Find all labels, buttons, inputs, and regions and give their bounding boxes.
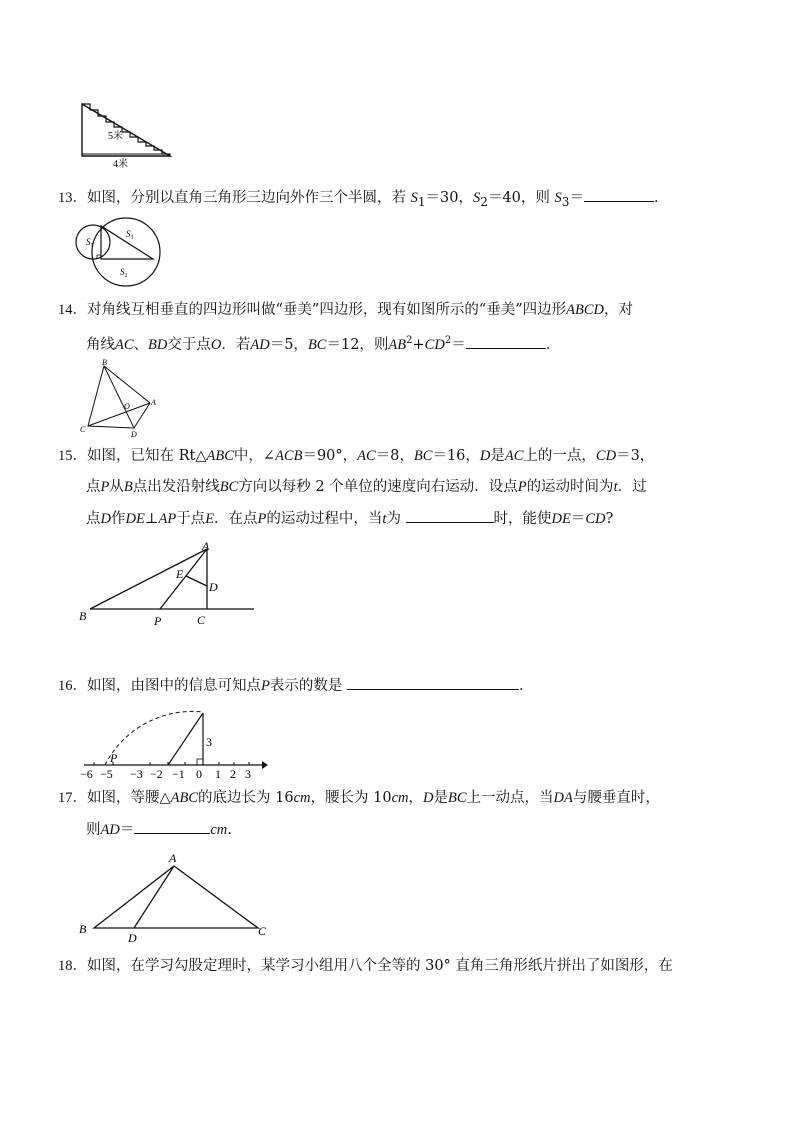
question-14-line1 [58,300,633,320]
fig-label-c: C [197,613,206,627]
text: 角线 [86,336,115,353]
fig-label-b: B [79,922,87,936]
text: 如图，已知在 Rt△ [87,448,207,464]
question-15-line3 [86,508,613,529]
text: ＝ [570,511,586,527]
question-13-text [58,187,668,212]
text: . [227,822,232,838]
answer-blank[interactable] [134,819,210,834]
sup: 2 [406,335,413,346]
fig-label-p: P [110,751,118,765]
fig-label-a: A [169,851,177,865]
var: ABCD [566,302,605,318]
answer-blank[interactable] [347,675,519,690]
var: ABC [170,790,199,806]
var: CD [595,448,617,464]
text: 与腰垂直时， [572,790,660,806]
fig-label-d: D [209,580,218,594]
question-17-line1 [58,788,660,808]
tick-label: −3 [130,767,143,781]
fig-label-o: O [124,402,130,411]
var: P [517,479,527,495]
text: 上的一点， [523,448,596,464]
fig-label-c: C [80,425,86,434]
text: 作 [110,511,126,527]
fig-s1: S [86,237,91,247]
text: 表示的数是 [269,678,343,694]
var: DE [125,511,145,527]
text: 的运动过程中，当 [266,511,383,527]
var: AB [388,336,407,353]
fig-label-a: A [151,398,156,407]
answer-blank[interactable] [466,334,546,349]
fig-label-height: 3 [206,735,212,749]
fig-s2: S [120,267,125,277]
var: D [423,790,434,806]
tick-label: 2 [230,767,236,781]
var-s3: S [554,190,562,206]
svg-text:S1: $S_1$ [86,237,94,249]
text: 是 [490,448,505,464]
svg-text:S3: $S_3$ [126,229,134,241]
tick-label: −2 [150,767,163,781]
text: 上一动点，当 [466,790,554,806]
text: 于点 [176,511,206,527]
tick-label: 3 [245,767,251,781]
var: ACB [275,448,303,464]
fig-label-b: B [102,358,107,367]
var-s1: S [410,190,418,206]
unit: cm [391,790,409,806]
text: ．若 [221,336,251,353]
text: ? [605,511,614,527]
text: ， [408,790,424,806]
var: BC [448,790,467,806]
var: AC [357,448,376,464]
question-number: 16． [58,678,87,694]
label-5m: 5米 [108,131,123,142]
fig-label-c: C [258,924,267,938]
var: D [100,511,111,527]
fig-label-d: D [131,430,137,439]
text: ＝ [119,822,135,838]
tick-label: 0 [196,767,202,781]
var: P [261,678,270,694]
text: 为 [386,511,401,527]
var: B [123,479,133,495]
question-14-line2 [86,331,560,355]
text: 点 [86,479,101,495]
label-4m: 4米 [113,159,128,170]
var: AD [100,822,120,838]
text: 、 [133,336,149,353]
text: 如图，等腰△ [87,790,171,806]
text: ．过 [617,479,647,495]
text: 如图，在学习勾股定理时，某学习小组用八个全等的 30° 直角三角形纸片拼出了如图形，在 [87,958,673,974]
right-triangle-figure [76,538,262,630]
svg-text:S2: $S_2$ [120,267,128,279]
answer-blank[interactable] [406,508,494,523]
fig-label-p: P [154,614,162,628]
question-15-line2 [86,477,647,497]
tick-label: 1 [215,767,221,781]
sub: 3 [561,194,570,209]
sub: 1 [417,194,426,209]
var: P [257,511,267,527]
var: BC [413,448,433,464]
text: ． [518,678,534,694]
var: E [205,511,215,527]
text: ．在点 [214,511,258,527]
text: 方向以每秒 2 个单位的速度向右运动．设点 [238,479,518,495]
var: BC [307,336,327,353]
var: DE [551,511,571,527]
text: ． [653,190,669,206]
var: CD [424,336,445,353]
text: ＝ [569,190,584,206]
text: ＝8， [375,448,414,464]
fig-label-d: D [128,931,137,945]
var: BC [219,479,239,495]
fig-label-e: E [176,567,184,581]
var: AP [158,511,177,527]
var-s2: S [473,190,481,206]
var: O [210,336,222,353]
text: 如图，由图中的信息可知点 [87,678,261,694]
semicircles-figure [78,214,168,294]
text: 中，∠ [233,448,276,464]
text: ． [545,336,561,353]
text: ＝12，则 [326,336,389,353]
unit: cm [293,790,311,806]
var: t [613,479,618,495]
tick-label: −1 [172,767,185,781]
question-16-text [58,675,533,696]
text: ＝40，则 [487,190,550,206]
unit: cm [210,822,228,838]
text: ＝5， [269,336,308,353]
var: AD [250,336,270,353]
answer-blank[interactable] [584,187,654,202]
text: ⊥ [144,511,159,527]
sup: 2 [444,335,452,346]
sub: 2 [480,194,488,209]
var: CD [585,511,606,527]
question-17-line2 [86,819,232,840]
var: P [100,479,110,495]
staircase-figure [78,100,178,172]
text: ，对 [604,302,634,318]
isosceles-triangle-figure [76,848,276,944]
question-number: 13． [58,190,87,206]
var: AC [504,448,524,464]
var: D [479,448,491,464]
question-number: 14． [58,302,87,318]
question-15-line1 [58,446,654,466]
fig-label-a: A [202,539,210,553]
var: ABC [206,448,234,464]
number-line-figure [78,700,268,782]
text: 对角线互相垂直的四边形叫做“垂美”四边形，现有如图所示的“垂美”四边形 [87,302,567,318]
fig-s3: S [126,229,131,239]
text: 如图，分别以直角三角形三边向外作三个半圆，若 [87,190,406,206]
text: 点 [86,511,101,527]
tick-label: −6 [80,767,93,781]
text: ＝16， [432,448,480,464]
text: 的底边长为 16 [198,790,294,806]
text: 从 [109,479,124,495]
fig-label-b: B [79,609,87,623]
text: 点出发沿射线 [132,479,220,495]
question-18-text [58,956,673,976]
var: t [382,511,387,527]
quadrilateral-figure [78,358,168,440]
tick-label: −5 [100,767,113,781]
var: AC [115,336,134,353]
text: 则 [86,822,101,838]
question-number: 18． [58,958,87,974]
text: 交于点 [167,336,211,353]
text: ＝30， [425,190,473,206]
text: ＝90°， [302,448,358,464]
text: 是 [433,790,448,806]
text: ＝3， [616,448,655,464]
text: ＝ [451,336,466,353]
var: BD [148,336,168,353]
var: DA [553,790,573,806]
question-number: 15． [58,448,87,464]
text: 的运动时间为 [526,479,614,495]
text: + [412,336,425,353]
question-number: 17． [58,790,87,806]
text: ，腰长为 10 [310,790,392,806]
text: 时，能使 [493,511,552,527]
